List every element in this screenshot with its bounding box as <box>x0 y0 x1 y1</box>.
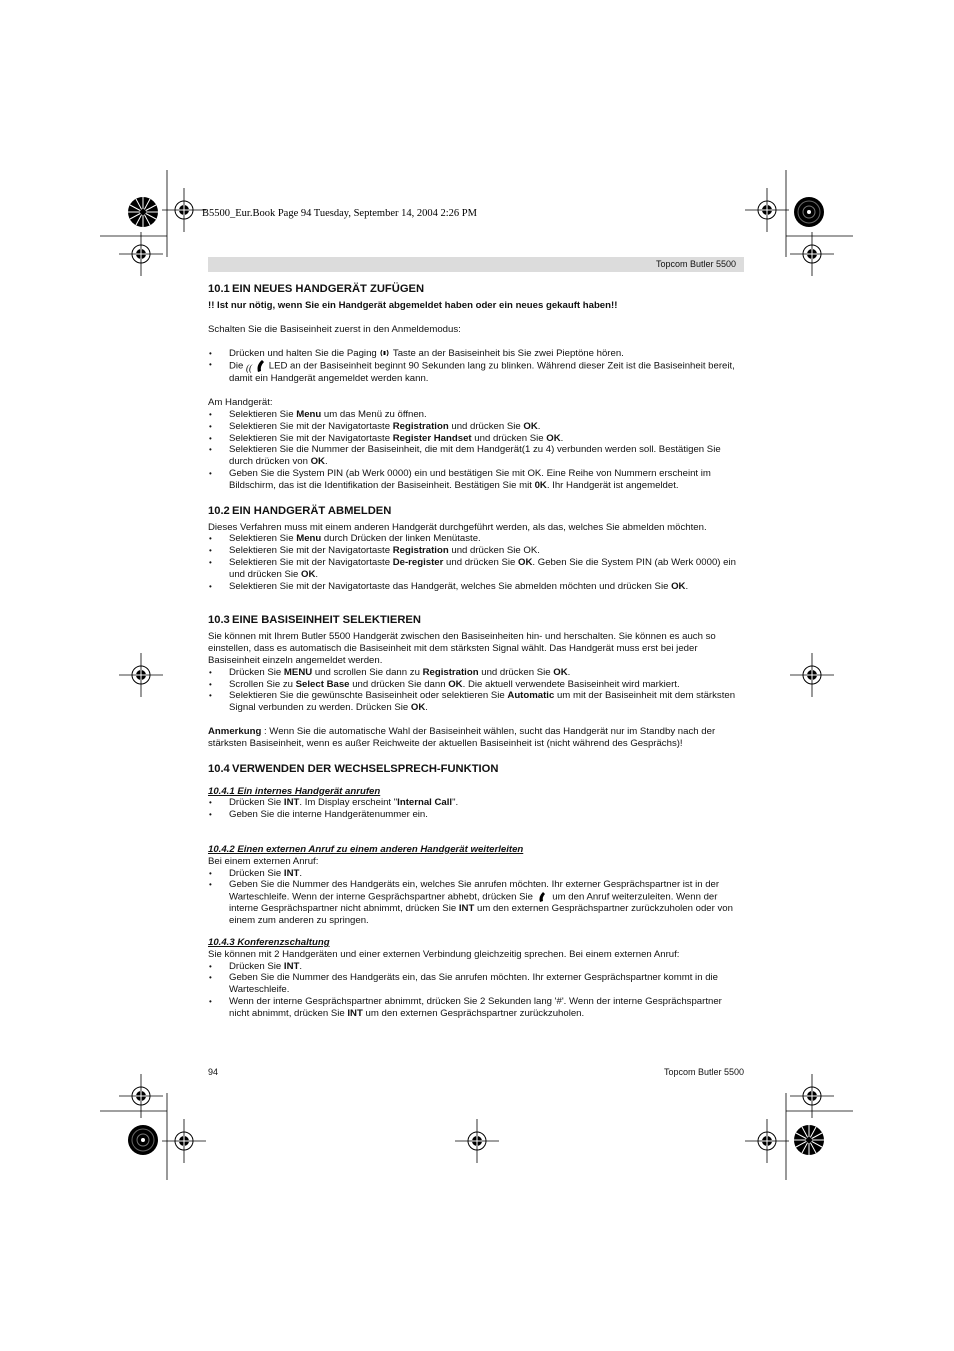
list-item: • Drücken und halten Sie die Paging Taste an der Basiseinheit bis Sie zwei Pieptöne hören. <box>208 348 744 360</box>
list-item: • Selektieren Sie die gewünschte Basiseinheit oder selektieren Sie Automatic um mit der Basiseinheit mit dem stärksten Signal verbunden zu werden. Drücken Sie OK. <box>208 690 744 714</box>
paging-icon <box>379 348 390 358</box>
section-heading-10-2: 10.2 EIN HANDGERÄT ABMELDEN <box>208 504 392 517</box>
list-item: • Drücken Sie INT. <box>208 868 744 880</box>
paragraph: Sie können mit Ihrem Butler 5500 Handgerät zwischen den Basiseinheiten hin- und herschalten. Sie können es auch so einstellen, dass es automatisch die Basiseinheit mit dem stärksten Signal wählt. Das Handgerät muss erst bei jeder Basiseinheit einzeln angemeldet werden. <box>208 631 716 666</box>
page-content <box>208 282 744 1020</box>
page-header-bar <box>208 257 744 272</box>
header-product: Topcom Butler 5500 <box>655 259 736 269</box>
list-item: • Drücken Sie INT. <box>208 961 744 973</box>
list-item: • Selektieren Sie Menu durch Drücken der linken Menütaste. <box>208 533 744 545</box>
paragraph: Bei einem externen Anruf: <box>208 855 319 867</box>
paragraph: Schalten Sie die Basiseinheit zuerst in den Anmeldemodus: <box>208 323 461 335</box>
list-item: • Selektieren Sie Menu um das Menü zu öffnen. <box>208 409 744 421</box>
bullet-list <box>208 533 744 592</box>
list-item: • Selektieren Sie mit der Navigatortaste Registration und drücken Sie OK. <box>208 421 744 433</box>
paragraph: Am Handgerät: <box>208 397 273 409</box>
paragraph: Sie können mit 2 Handgeräten und einer externen Verbindung gleichzeitig sprechen. Bei einem externen Anruf: <box>208 948 680 960</box>
bullet-list <box>208 797 744 821</box>
list-item: • Geben Sie die System PIN (ab Werk 0000) ein und bestätigen Sie mit OK. Eine Reihe von Nummern erscheint im Bildschirm, das ist die Identifikation der Basiseinheit. Bestätigen Sie mit 0K. Ihr Handgerät ist angemeldet. <box>208 468 744 492</box>
section-heading-10-4: 10.4 VERWENDEN DER WECHSELSPRECH-FUNKTION <box>208 762 499 775</box>
list-item: • Wenn der interne Gesprächspartner abnimmt, drücken Sie 2 Sekunden lang '#'. Wenn der interne Gesprächspartner nicht abnimmt, drücken Sie INT um den externen Gesprächspartner zurückzuholen. <box>208 996 744 1020</box>
bullet-list <box>208 868 744 928</box>
list-item: • Selektieren Sie mit der Navigatortaste das Handgerät, welches Sie abmelden möchten und drücken Sie OK. <box>208 581 744 593</box>
svg-text:((: (( <box>246 363 253 374</box>
list-item: • Selektieren Sie die Nummer der Basiseinheit, die mit dem Handgerät(1 zu 4) verbunden werden soll. Bestätigen Sie durch drücken von OK. <box>208 444 744 468</box>
bullet-list <box>208 667 744 714</box>
bullet-list <box>208 409 744 492</box>
list-item: • Geben Sie die interne Handgerätenummer ein. <box>208 809 744 821</box>
subsection-heading: 10.4.2 Einen externen Anruf zu einem anderen Handgerät weiterleiten <box>208 843 524 855</box>
bullet-list <box>208 348 744 386</box>
warning-text: !! Ist nur nötig, wenn Sie ein Handgerät abgemeldet haben oder ein neues gekauft haben!! <box>208 300 618 311</box>
list-item: • Die (( LED an der Basiseinheit beginnt 90 Sekunden lang zu blinken. Während dieser Zeit ist die Basiseinheit bereit, damit ein Handgerät angemeldet werden kann. <box>208 359 744 385</box>
list-item: • Drücken Sie INT. Im Display erscheint "Internal Call". <box>208 797 744 809</box>
subsection-heading: 10.4.1 Ein internes Handgerät anrufen <box>208 785 381 797</box>
talk-key-icon <box>536 891 550 903</box>
list-item: • Selektieren Sie mit der Navigatortaste Register Handset und drücken Sie OK. <box>208 433 744 445</box>
footer-product: Topcom Butler 5500 <box>663 1067 744 1077</box>
subsection-heading: 10.4.3 Konferenzschaltung <box>208 937 330 949</box>
print-info-line: B5500_Eur.Book Page 94 Tuesday, September 14, 2004 2:26 PM <box>202 208 477 219</box>
note-paragraph: Anmerkung : Wenn Sie die automatische Wahl der Basiseinheit wählen, sucht das Handgerät nur im Standby nach der stärksten Basiseinheit, wenn es außer Reichweite der aktuellen Basiseinheit ist (nicht während des Gesprächs)! <box>208 725 716 749</box>
list-item: • Scrollen Sie zu Select Base und drücken Sie dann OK. Die aktuell verwendete Basiseinheit wird markiert. <box>208 679 744 691</box>
list-item: • Selektieren Sie mit der Navigatortaste Registration und drücken Sie OK. <box>208 545 744 557</box>
list-item: • Selektieren Sie mit der Navigatortaste De-register und drücken Sie OK. Geben Sie die System PIN (ab Werk 0000) ein und drücken Sie OK. <box>208 557 744 581</box>
section-heading-10-1: 10.1 EIN NEUES HANDGERÄT ZUFÜGEN <box>208 283 425 295</box>
paragraph: Dieses Verfahren muss mit einem anderen Handgerät durchgeführt werden, als das, welches Sie abmelden möchten. <box>208 521 707 533</box>
handset-led-icon <box>246 359 266 373</box>
page-number: 94 <box>208 1067 219 1077</box>
list-item: • Geben Sie die Nummer des Handgeräts ein, welches Sie anrufen möchten. Ihr externer Gesprächspartner ist in der Warteschleife. Wenn der interne Gesprächspartner abhebt, drücken Sie um den Anruf weiterzuleiten. Wenn der interne Gesprächspartner nicht abnimmt, drücken Sie INT um den externen Gesprächspartner zurückzuholen oder von einem zum anderen zu springen. <box>208 879 744 927</box>
list-item: • Drücken Sie MENU und scrollen Sie dann zu Registration und drücken Sie OK. <box>208 667 744 679</box>
list-item: • Geben Sie die Nummer des Handgeräts ein, das Sie anrufen möchten. Ihr externer Gesprächspartner kommt in die Warteschleife. <box>208 972 744 996</box>
bullet-list <box>208 961 744 1020</box>
section-heading-10-3: 10.3 EINE BASISEINHEIT SELEKTIEREN <box>208 614 421 627</box>
